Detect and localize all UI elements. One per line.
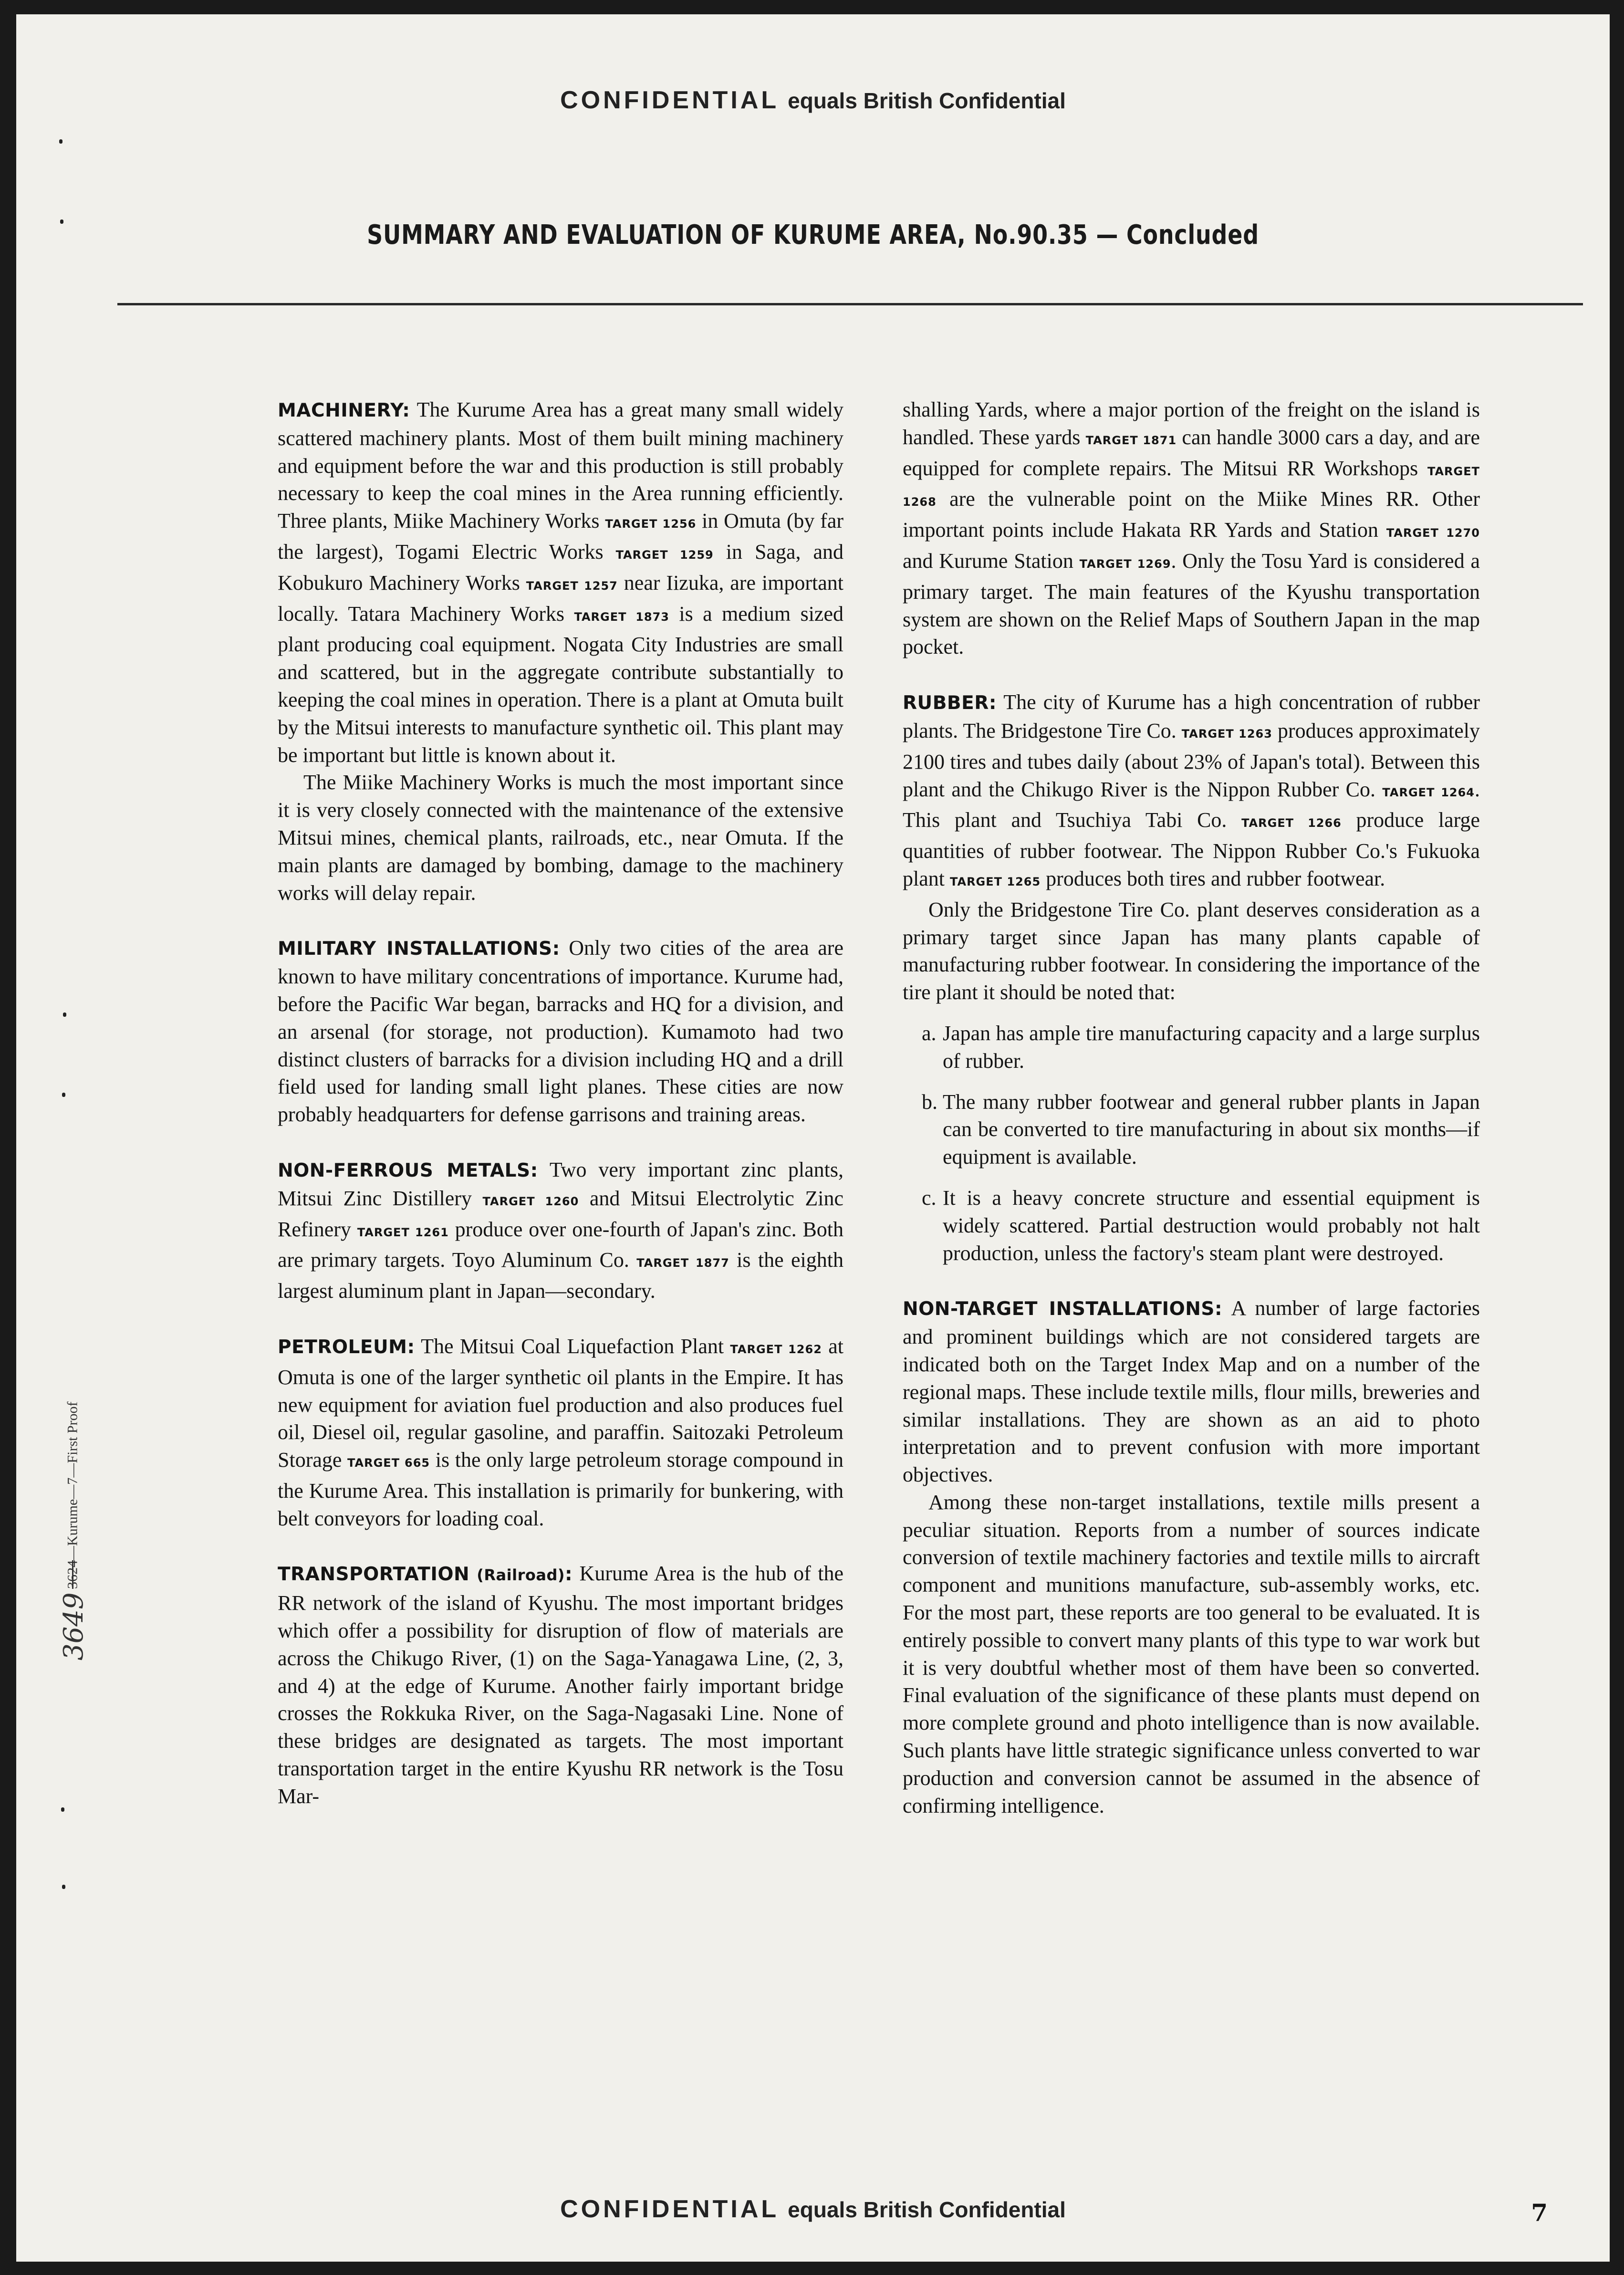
rubber-paragraph-2: Only the Bridgestone Tire Co. plant deserves consideration as a primary target since Japan has many plants capable of manufacturing rubber footwear. In considering the importance of the tire plant it should be noted that: <box>903 897 1480 1004</box>
document-page <box>16 14 1610 2262</box>
military-paragraph: MILITARY INSTALLATIONS: Only two cities of the area are known to have military concentrations of importance. Kurume had, before the Pacific War began, barracks and HQ for a division, and an arsenal (for storage, not production). Kumamoto had two distinct clusters of barracks for a division including HQ and a drill field used for landing small light planes. These cities are now probably headquarters for defense garrisons and training areas. <box>278 936 843 1127</box>
target-tag: TARGET 665 <box>347 1456 430 1470</box>
military-heading: MILITARY INSTALLATIONS: <box>278 938 560 960</box>
list-item-text: Japan has ample tire manufacturing capacity and a large surplus of rubber. <box>943 1021 1480 1073</box>
nontarget-paragraph: NON-TARGET INSTALLATIONS: A number of large factories and prominent buildings which are not considered targets are indicated both on the Target Index Map and on a number of the regional maps. These include textile mills, flour mills, breweries and similar installations. They are shown as an aid to photo interpretation and to prevent confusion with more important objectives. <box>903 1296 1480 1487</box>
list-item-text: The many rubber footwear and general rubber plants in Japan can be converted to tire manufacturing in about six months—if equipment is available. <box>943 1090 1480 1169</box>
scan-speck <box>62 1093 65 1097</box>
machinery-paragraph: MACHINERY: The Kurume Area has a great many small widely scattered machinery plants. Most of them built mining machinery and equipment before the war and this production is still probably necessary to keep the coal mines in the Area running efficiently. Three plants, Miike Machinery Works TARGET 1256 in Omuta (by far the largest), Togami Electric Works TARGET 1259 in Saga, and Kobukuro Machinery Works TARGET 1257 near Iizuka, are important locally. Tatara Machinery Works TARGET 1873 is a medium sized plant producing coal equipment. Nogata City Industries are small and scattered, but in the aggregate contribute substantially to keeping the coal mines in operation. There is a plant at Omuta built by the Mitsui interests to manufacture synthetic oil. This plant may be important but little is known about it. <box>278 398 843 767</box>
margin-proof-note <box>58 1401 89 1660</box>
nontarget-heading: NON-TARGET INSTALLATIONS: <box>903 1298 1223 1320</box>
rubber-heading: RUBBER: <box>903 692 997 714</box>
handwritten-number: 3649 <box>58 1592 89 1660</box>
list-marker: b. <box>922 1090 937 1114</box>
target-tag: TARGET 1257 <box>526 579 618 593</box>
transportation-paragraph: TRANSPORTATION (Railroad): Kurume Area is the hub of the RR network of the island of Kyushu. The most important bridges which offer a possibility for disruption of flow of materials are across the Chikugo River, (1) on the Saga-Yanagawa Line, (2, 3, and 4) at the edge of Kurume. Another fairly important bridge crosses the Rokkuka River, on the Saga-Nagasaki Line. None of these bridges are designated as targets. The most important transportation target in the entire Kyushu RR network is the Tosu Mar- <box>278 1562 843 1808</box>
target-tag: TARGET 1263 <box>1181 727 1272 741</box>
equals-label: equals British Confidential <box>788 88 1066 113</box>
machinery-paragraph-2: The Miike Machinery Works is much the most important since it is very closely connected with the maintenance of the extensive Mitsui mines, chemical plants, railroads, etc., near Omuta. If the main plants are damaged by bombing, damage to the machinery works will delay repair. <box>278 771 843 905</box>
struck-number: 3624 <box>64 1560 81 1589</box>
title-divider <box>117 303 1583 305</box>
scan-speck <box>59 139 62 144</box>
machinery-heading: MACHINERY: <box>278 400 410 421</box>
equals-label: equals British Confidential <box>788 2197 1066 2222</box>
target-tag: TARGET 1873 <box>574 610 669 624</box>
transportation-subheading: (Railroad) <box>469 1566 565 1585</box>
list-marker: a. <box>922 1021 937 1045</box>
target-tag: TARGET 1871 <box>1085 433 1177 447</box>
list-marker: c. <box>922 1186 937 1210</box>
list-item <box>903 1088 1480 1171</box>
nonferrous-paragraph: NON-FERROUS METALS: Two very important zinc plants, Mitsui Zinc Distillery TARGET 1260 and Mitsui Electrolytic Zinc Refinery TARGET 1261 produce over one-fourth of Japan's zinc. Both are primary targets. Toyo Aluminum Co. TARGET 1877 is the eighth largest aluminum plant in Japan—secondary. <box>278 1158 844 1303</box>
page-title: SUMMARY AND EVALUATION OF KURUME AREA, No.90.35 — Concluded <box>367 219 1259 250</box>
target-tag: TARGET 1266 <box>1241 816 1342 830</box>
target-tag: TARGET 1260 <box>482 1194 579 1208</box>
target-tag: TARGET 1268 <box>903 464 1480 509</box>
confidential-label: CONFIDENTIAL <box>560 86 780 114</box>
right-column <box>903 396 1480 1819</box>
header-classification <box>16 86 1610 115</box>
proof-label: —Kurume—7—First Proof <box>64 1401 81 1560</box>
page-number: 7 <box>1531 2199 1548 2227</box>
target-tag: TARGET 1259 <box>615 548 714 562</box>
list-item <box>903 1020 1480 1075</box>
petroleum-heading: PETROLEUM: <box>278 1336 415 1358</box>
target-tag: TARGET 1270 <box>1386 526 1480 540</box>
list-item-text: It is a heavy concrete structure and essential equipment is widely scattered. Partial destruction would probably not halt production, unless the factory's steam plant were destroyed. <box>943 1186 1480 1265</box>
rubber-paragraph: RUBBER: The city of Kurume has a high concentration of rubber plants. The Bridgestone Tire Co. TARGET 1263 produces approximately 2100 tires and tubes daily (about 23% of Japan's total). Between this plant and the Chikugo River is the Nippon Rubber Co. TARGET 1264. This plant and Tsuchiya Tabi Co. TARGET 1266 produce large quantities of rubber footwear. The Nippon Rubber Co.'s Fukuoka plant TARGET 1265 produces both tires and rubber footwear. <box>903 690 1480 890</box>
target-tag: TARGET 1261 <box>357 1225 449 1239</box>
scan-speck <box>61 1807 64 1812</box>
scan-speck <box>60 219 63 224</box>
target-tag: TARGET 1264 <box>1382 785 1475 799</box>
confidential-label: CONFIDENTIAL <box>560 2195 780 2223</box>
target-tag: TARGET 1265 <box>949 875 1041 888</box>
transportation-heading: TRANSPORTATION <box>278 1564 470 1586</box>
left-column <box>278 396 843 1810</box>
target-tag: TARGET 1262 <box>730 1342 822 1356</box>
scan-speck <box>62 1885 65 1889</box>
nonferrous-heading: NON-FERROUS METALS: <box>278 1159 538 1181</box>
transportation-continued: shalling Yards, where a major portion of the freight on the island is handled. These yards TARGET 1871 can handle 3000 cars a day, and are equipped for complete repairs. The Mitsui RR Workshops TARGET 1268 are the vulnerable point on the Miike Mines RR. Other important points include Hakata RR Yards and Station TARGET 1270 and Kurume Station TARGET 1269. Only the Tosu Yard is considered a primary target. The main features of the Kyushu transportation system are shown on the Relief Maps of Southern Japan in the map pocket. <box>903 398 1480 659</box>
list-item <box>903 1184 1480 1267</box>
scan-speck <box>63 1012 66 1017</box>
petroleum-paragraph: PETROLEUM: The Mitsui Coal Liquefaction Plant TARGET 1262 at Omuta is one of the larger synthetic oil plants in the Empire. It has new equipment for aviation fuel production and also produces fuel oil, Diesel oil, regular gasoline, and paraffin. Saitozaki Petroleum Storage TARGET 665 is the only large petroleum storage compound in the Kurume Area. This installation is primarily for bunkering, with belt conveyors for loading coal. <box>278 1334 844 1530</box>
target-tag: TARGET 1256 <box>605 517 697 531</box>
footer-classification <box>16 2195 1610 2223</box>
nontarget-paragraph-2: Among these non-target installations, textile mills present a peculiar situation. Reports from a number of sources indicate conversion of textile machinery factories and textile mills to aircraft component and munitions manufacture, sub-assembly works, etc. For the most part, these reports are too general to be evaluated. It is entirely possible to convert many plants of this type to war work but it is very doubtful whether most of them have been so converted. Final evaluation of the significance of these plants must depend on more complete ground and photo intelligence than is now available. Such plants have little strategic significance unless converted to war production and conversion cannot be assumed in the absence of confirming intelligence. <box>903 1490 1480 1817</box>
target-tag: TARGET 1877 <box>636 1256 729 1270</box>
target-tag: TARGET 1269 <box>1079 557 1171 571</box>
